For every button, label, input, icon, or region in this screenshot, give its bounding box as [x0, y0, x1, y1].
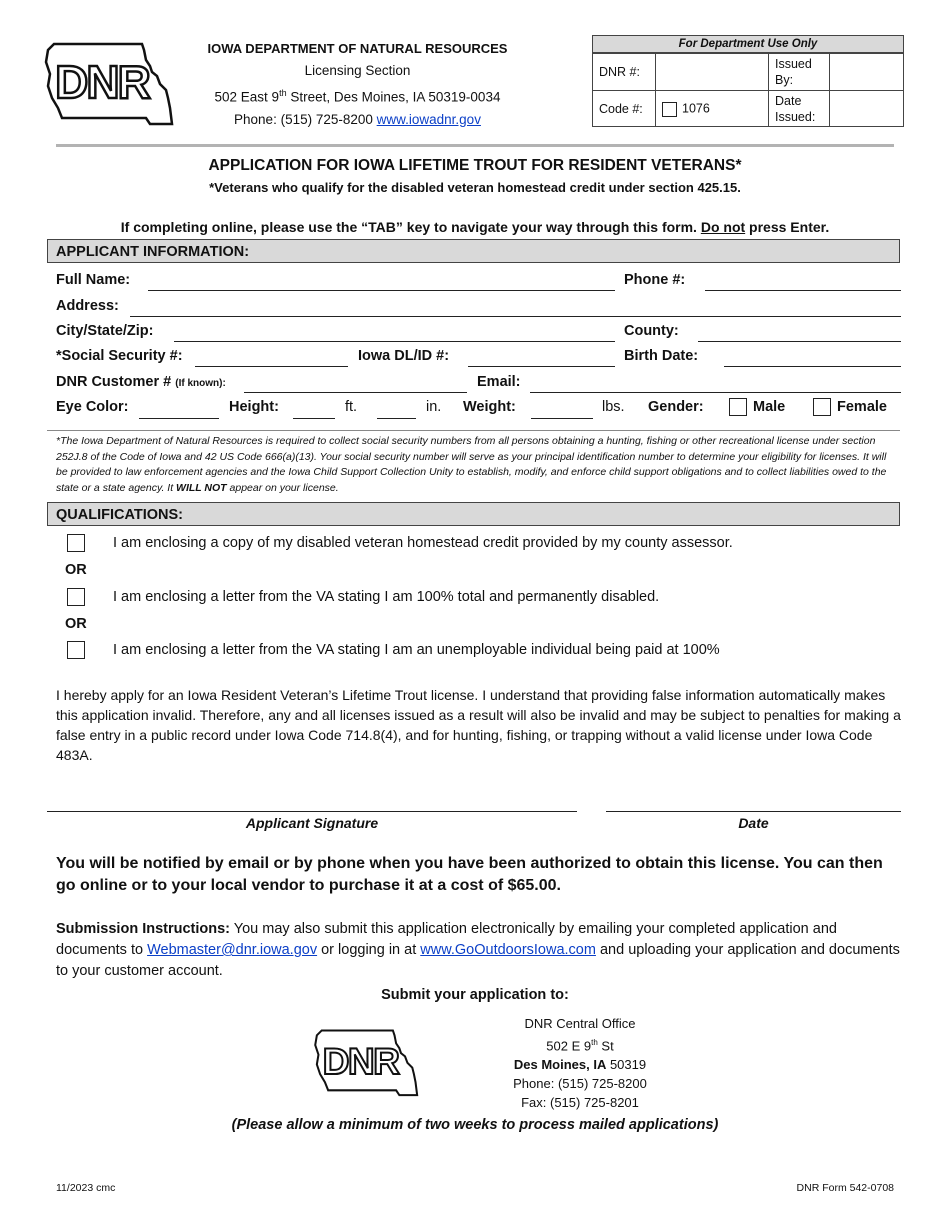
issued-by-field[interactable]: [830, 54, 904, 91]
date-issued-label: Date Issued:: [769, 91, 830, 128]
dnr-number-label: DNR #:: [593, 54, 656, 91]
form-subtitle: *Veterans who qualify for the disabled veteran homestead credit under section 425.15.: [209, 180, 741, 195]
female-label: Female: [837, 399, 887, 415]
eye-color-field[interactable]: [139, 402, 219, 419]
va-unemployable-checkbox[interactable]: [67, 641, 85, 659]
homestead-credit-checkbox[interactable]: [67, 534, 85, 552]
date-label: Date: [738, 815, 769, 831]
male-checkbox[interactable]: [729, 398, 747, 416]
customer-number-label: DNR Customer # (If known):: [56, 374, 226, 390]
org-address-block: [190, 38, 525, 131]
full-name-label: Full Name:: [56, 272, 131, 288]
address-field[interactable]: [130, 300, 901, 317]
code-number-label: Code #:: [593, 91, 656, 128]
height-feet-field[interactable]: [293, 402, 335, 419]
submit-to-heading: Submit your application to:: [381, 987, 569, 1003]
va-disabled-option: I am enclosing a letter from the VA stating I am 100% total and permanently disabled.: [113, 589, 660, 605]
height-inches-field[interactable]: [377, 402, 416, 419]
declaration-text: I hereby apply for an Iowa Resident Veteran’s Lifetime Trout license. I understand that providing false information automatically makes this application invalid. Therefore, any and all licenses issued as a result will also be invalid and may be subject to penalties for making a false entry in a public record under Iowa Code 714.8(4), and for hunting, fishing, or trapping without a valid license under Iowa Code 483A.: [56, 687, 901, 763]
department-use-box: [592, 35, 904, 127]
dept-box-title: For Department Use Only: [593, 36, 903, 53]
submission-instructions: Submission Instructions: You may also submit this application electronically by emailing your completed application and documents to Webmaster@dnr.iowa.gov or logging in at www.GoOutdoorsIowa.com and uploading your application and documents to your customer account.: [56, 921, 900, 979]
org-name: IOWA DEPARTMENT OF NATURAL RESOURCES: [207, 41, 508, 56]
office-city: Des Moines, IA 50319: [513, 1057, 647, 1073]
female-checkbox[interactable]: [813, 398, 831, 416]
or-separator: OR: [65, 562, 87, 578]
male-label: Male: [753, 399, 786, 415]
org-phone: Phone: (515) 725-8200 www.iowadnr.gov: [234, 111, 481, 127]
feet-unit: ft.: [345, 399, 358, 415]
birth-date-label: Birth Date:: [624, 348, 699, 364]
eye-color-label: Eye Color:: [56, 399, 129, 415]
homestead-credit-option: I am enclosing a copy of my disabled veteran homestead credit provided by my county assessor.: [113, 535, 733, 551]
height-label: Height:: [229, 399, 279, 415]
office-fax: Fax: (515) 725-8201: [521, 1095, 639, 1111]
processing-time-note: (Please allow a minimum of two weeks to process mailed applications): [231, 1117, 719, 1133]
section-name: Licensing Section: [304, 63, 411, 78]
org-address: 502 East 9th Street, Des Moines, IA 50319-0034: [214, 88, 501, 105]
date-line[interactable]: [606, 811, 901, 812]
full-name-field[interactable]: [148, 274, 615, 291]
notification-text: You will be notified by email or by phone when you have been authorized to obtain this license. You can then go online or to your local vendor to purchase it at a cost of $65.00.: [56, 855, 883, 894]
va-disabled-checkbox[interactable]: [67, 588, 85, 606]
or-separator: OR: [65, 616, 87, 632]
email-label: Email:: [477, 374, 521, 390]
weight-label: Weight:: [463, 399, 516, 415]
website-link[interactable]: www.iowadnr.gov: [376, 111, 481, 127]
inches-unit: in.: [426, 399, 442, 415]
county-field[interactable]: [698, 325, 901, 342]
customer-number-field[interactable]: [244, 376, 467, 393]
phone-label: Phone #:: [624, 272, 686, 288]
logo-text-small: DNR: [322, 1040, 399, 1083]
office-street: 502 E 9th St: [546, 1038, 614, 1054]
date-issued-field[interactable]: [830, 91, 904, 128]
qualifications-heading: QUALIFICATIONS:: [47, 502, 900, 526]
issued-by-label: Issued By:: [769, 54, 830, 91]
tab-instructions: If completing online, please use the “TAB” key to navigate your way through this form. Do not press Enter.: [120, 219, 830, 235]
phone-field[interactable]: [705, 274, 901, 291]
office-name: DNR Central Office: [524, 1016, 636, 1031]
birth-date-field[interactable]: [724, 350, 901, 367]
signature-label: Applicant Signature: [245, 815, 379, 831]
code-number-field[interactable]: [656, 91, 769, 128]
ssn-field[interactable]: [195, 350, 348, 367]
ssn-disclosure-note: *The Iowa Department of Natural Resources is required to collect social security numbers from all persons obtaining a hunting, fishing or other recreational license under section 252J.8 of the Code of Iowa and 42 US Code 666(a)(13). Your social security number will serve as your principal identification number to determine your eligibility for licenses. It will be provided to law enforcement agencies and the Iowa Child Support Collection Unity to establish, modify, and enforce child support obligations and to collect liabilities owed to the state or a state agency. It WILL NOT appear on your license.: [56, 435, 887, 494]
logo-text: DNR: [55, 56, 149, 108]
code-checkbox[interactable]: [662, 102, 677, 117]
code-value: 1076: [682, 102, 710, 117]
footer-form-number: DNR Form 542-0708: [796, 1182, 894, 1194]
applicant-info-heading: APPLICANT INFORMATION:: [47, 239, 900, 263]
dl-id-label: Iowa DL/ID #:: [358, 348, 450, 364]
signature-line[interactable]: [47, 811, 577, 812]
webmaster-email-link[interactable]: Webmaster@dnr.iowa.gov: [147, 942, 318, 958]
address-label: Address:: [56, 298, 119, 314]
dnr-logo: [42, 38, 178, 128]
dl-id-field[interactable]: [468, 350, 615, 367]
gender-label: Gender:: [648, 399, 704, 415]
county-label: County:: [624, 323, 679, 339]
form-title: APPLICATION FOR IOWA LIFETIME TROUT FOR RESIDENT VETERANS*: [208, 157, 742, 174]
gooutdoors-link[interactable]: www.GoOutdoorsIowa.com: [420, 942, 596, 958]
office-phone: Phone: (515) 725-8200: [513, 1076, 647, 1092]
weight-field[interactable]: [531, 402, 593, 419]
email-field[interactable]: [530, 376, 901, 393]
ssn-label: *Social Security #:: [56, 348, 183, 364]
va-unemployable-option: I am enclosing a letter from the VA stating I am an unemployable individual being paid at 100%: [113, 642, 720, 658]
divider: [47, 430, 900, 431]
city-state-zip-field[interactable]: [174, 325, 615, 342]
central-office-address: [480, 1014, 680, 1112]
header-divider: [56, 144, 894, 147]
footer-revision: 11/2023 cmc: [56, 1182, 116, 1194]
lbs-unit: lbs.: [602, 399, 625, 415]
dnr-number-field[interactable]: [656, 54, 769, 91]
city-state-zip-label: City/State/Zip:: [56, 323, 154, 339]
dnr-logo-small: [312, 1024, 422, 1100]
